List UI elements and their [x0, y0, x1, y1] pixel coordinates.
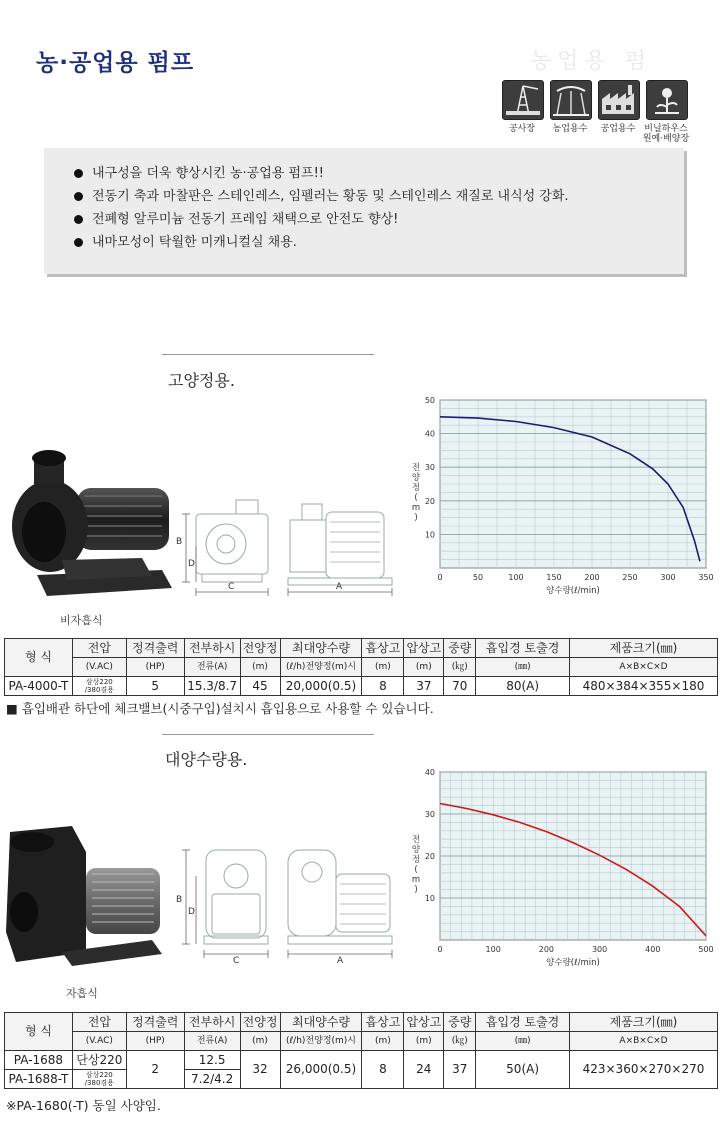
pump-photo-non-self-priming — [2, 440, 183, 608]
x-tick-label: 350 — [698, 573, 714, 582]
x-tick-label: 100 — [508, 573, 524, 582]
section-divider — [162, 734, 374, 735]
cell-size: 423×360×270×270 — [569, 1051, 717, 1089]
features-box — [44, 148, 684, 274]
x-tick-label: 300 — [660, 573, 676, 582]
feature-item: 내마모성이 탁월한 미캐니컬실 채용. — [74, 231, 684, 254]
header-outlet: 토출경 — [524, 640, 560, 655]
photo-label-self-priming: 자흡식 — [66, 987, 98, 1000]
header-suction-head: 흡상고 — [362, 639, 404, 658]
cell-voltage-line2: /380겸용 — [84, 1079, 114, 1087]
header-suction-head: 흡상고 — [362, 1013, 404, 1032]
feature-item: 전폐형 알루미늄 전동기 프레임 채택으로 안전도 향상! — [74, 208, 684, 231]
cell-flow: 20,000(0.5) — [280, 677, 362, 696]
header-model: 형 식 — [5, 1013, 73, 1051]
header-weight-unit: (㎏) — [444, 658, 476, 677]
cell-size: 480×384×355×180 — [570, 677, 718, 696]
cell-bore: 80(A) — [476, 677, 570, 696]
header-power: 정격출력 — [126, 639, 184, 658]
icon-label-farm: 농업용수 — [552, 124, 588, 134]
header-flow-unit: (ℓ/h)전양정(m)시 — [280, 1032, 362, 1051]
x-tick-label: 500 — [698, 945, 714, 954]
dimension-drawing-2 — [176, 846, 416, 964]
cell-voltage-line2: /380겸용 — [84, 686, 114, 694]
y-tick-label: 10 — [424, 894, 435, 903]
x-axis-label: 양수량(ℓ/min) — [546, 958, 600, 968]
x-tick-label: 250 — [622, 573, 638, 582]
cell-weight: 70 — [444, 677, 476, 696]
header-bore-unit: (㎜) — [476, 658, 570, 677]
header-pressure-head: 압상고 — [404, 639, 444, 658]
header-size: 제품크기(㎜) — [570, 639, 718, 658]
dim-label-a: A — [336, 582, 343, 592]
x-axis-label: 양수량(ℓ/min) — [546, 586, 600, 596]
x-tick-label: 200 — [538, 945, 555, 954]
cell-voltage: 단상220 — [72, 1051, 126, 1070]
header-power: 정격출력 — [126, 1013, 184, 1032]
x-tick-label: 200 — [584, 573, 600, 582]
cell-flow: 26,000(0.5) — [280, 1051, 362, 1089]
feature-item: 내구성을 더욱 향상시킨 농·공업용 펌프!! — [74, 162, 684, 185]
header-pressure-head: 압상고 — [404, 1013, 444, 1032]
cell-head: 45 — [240, 677, 280, 696]
y-tick-label: 20 — [424, 852, 435, 861]
header-bore — [476, 1013, 570, 1032]
header-outlet: 토출경 — [524, 1014, 560, 1029]
header-current: 전부하시 — [184, 639, 240, 658]
header-flow-unit: (ℓ/h)전양정(m)시 — [280, 658, 362, 677]
cell-current: 7.2/4.2 — [184, 1070, 240, 1089]
header-voltage-unit: (V.AC) — [72, 1032, 126, 1051]
performance-chart-1 — [404, 392, 716, 598]
header-head-unit: (m) — [240, 1032, 280, 1051]
greenhouse-icon — [646, 80, 688, 120]
header-voltage-unit: (V.AC) — [72, 658, 126, 677]
header-suction-unit: (m) — [362, 658, 404, 677]
cell-head: 32 — [240, 1051, 280, 1089]
note-check-valve: ■ 흡입배관 하단에 체크밸브(시중구입)설치시 흡입용으로 사용할 수 있습니다. — [6, 701, 434, 716]
header-head: 전양정 — [240, 639, 280, 658]
y-tick-label: 10 — [424, 530, 435, 540]
cell-power: 5 — [126, 677, 184, 696]
header-voltage: 전압 — [72, 1013, 126, 1032]
x-tick-label: 0 — [437, 573, 443, 582]
feature-list — [44, 148, 684, 254]
x-tick-label: 0 — [437, 945, 443, 954]
dim-label-d: D — [188, 559, 195, 569]
y-tick-label: 40 — [424, 429, 435, 439]
header-size: 제품크기(㎜) — [569, 1013, 717, 1032]
x-tick-label: 400 — [645, 945, 661, 954]
dim-label-c: C — [233, 956, 240, 964]
y-tick-label: 30 — [424, 463, 435, 473]
header-bore — [476, 639, 570, 658]
cell-model: PA-1688-T — [5, 1070, 73, 1089]
header-voltage: 전압 — [72, 639, 126, 658]
section-divider — [162, 354, 374, 355]
header-power-unit: (HP) — [126, 1032, 184, 1051]
spec-table-2 — [4, 1012, 718, 1089]
x-tick-label: 100 — [485, 945, 501, 954]
spec-table-1 — [4, 638, 718, 696]
performance-chart-2 — [404, 764, 716, 970]
icon-label-greenhouse: 비닐하우스 원예·배양장 — [642, 124, 690, 144]
industrial-water-icon — [598, 80, 640, 120]
header-size-unit: A×B×C×D — [569, 1032, 717, 1051]
y-axis-label: 전 양 정 ( m ) — [411, 463, 421, 523]
feature-item: 전동기 축과 마찰판은 스테인레스, 임펠러는 황동 및 스테인레스 재질로 내식성 강화. — [74, 185, 684, 208]
cell-current: 15.3/8.7 — [184, 677, 240, 696]
cell-voltage — [72, 1070, 126, 1089]
photo-label-non-self-priming: 비자흡식 — [60, 614, 103, 627]
header-suction-unit: (m) — [362, 1032, 404, 1051]
section-title-high-head: 고양정용. — [168, 371, 235, 390]
dim-label-b: B — [176, 537, 183, 547]
y-tick-label: 50 — [424, 396, 435, 405]
header-current-unit: 전류(A) — [184, 1032, 240, 1051]
header-flow: 최대양수량 — [280, 639, 362, 658]
header-power-unit: (HP) — [126, 658, 184, 677]
y-tick-label: 30 — [424, 810, 435, 819]
header-flow: 최대양수량 — [280, 1013, 362, 1032]
x-tick-label: 50 — [472, 573, 484, 582]
construction-site-icon — [502, 80, 544, 120]
table-row — [5, 677, 718, 696]
cell-power: 2 — [126, 1051, 184, 1089]
watermark-text: 농업용 펌 — [530, 49, 653, 74]
cell-model: PA-4000-T — [5, 677, 73, 696]
cell-voltage-line1: 삼상220 — [85, 1071, 113, 1079]
icon-label-construction: 공사장 — [508, 124, 536, 134]
y-tick-label: 20 — [424, 496, 435, 506]
table-row — [5, 1051, 718, 1070]
cell-pressure: 24 — [404, 1051, 444, 1089]
dim-label-a: A — [337, 956, 344, 964]
icon-label-industrial: 공업용수 — [600, 124, 636, 134]
header-inlet: 흡입경 — [485, 640, 521, 655]
cell-suction: 8 — [362, 1051, 404, 1089]
page-title: 농·공업용 펌프 — [36, 50, 195, 76]
cell-pressure: 37 — [404, 677, 444, 696]
header-inlet: 흡입경 — [485, 1014, 521, 1029]
section-title-high-flow: 대양수량용. — [165, 750, 248, 769]
cell-weight: 37 — [444, 1051, 476, 1089]
y-tick-label: 40 — [424, 768, 435, 777]
cell-current: 12.5 — [184, 1051, 240, 1070]
y-axis-label: 전 양 정 ( m ) — [411, 835, 421, 895]
header-bore-unit: (㎜) — [476, 1032, 570, 1051]
cell-suction: 8 — [362, 677, 404, 696]
dim-label-d: D — [188, 907, 195, 917]
header-current-unit: 전류(A) — [184, 658, 240, 677]
usage-icons — [502, 80, 688, 150]
header-pressure-unit: (m) — [404, 658, 444, 677]
cell-model: PA-1688 — [5, 1051, 73, 1070]
dim-label-c: C — [228, 582, 235, 592]
header-size-unit: A×B×C×D — [570, 658, 718, 677]
cell-bore: 50(A) — [476, 1051, 570, 1089]
cell-voltage-line1: 삼상220 — [85, 678, 113, 686]
x-tick-label: 150 — [546, 573, 562, 582]
dim-label-b: B — [176, 895, 183, 905]
x-tick-label: 300 — [591, 945, 608, 954]
header-weight: 중량 — [444, 1013, 476, 1032]
cell-voltage — [72, 677, 126, 696]
header-weight: 중량 — [444, 639, 476, 658]
pump-photo-self-priming — [2, 812, 174, 976]
farm-water-icon — [550, 80, 592, 120]
note-same-spec: ※PA-1680(-T) 동일 사양임. — [6, 1098, 161, 1113]
header-head: 전양정 — [240, 1013, 280, 1032]
header-weight-unit: (㎏) — [444, 1032, 476, 1051]
header-model: 형 식 — [5, 639, 73, 677]
header-head-unit: (m) — [240, 658, 280, 677]
header-current: 전부하시 — [184, 1013, 240, 1032]
dimension-drawing-1 — [176, 492, 416, 600]
header-pressure-unit: (m) — [404, 1032, 444, 1051]
